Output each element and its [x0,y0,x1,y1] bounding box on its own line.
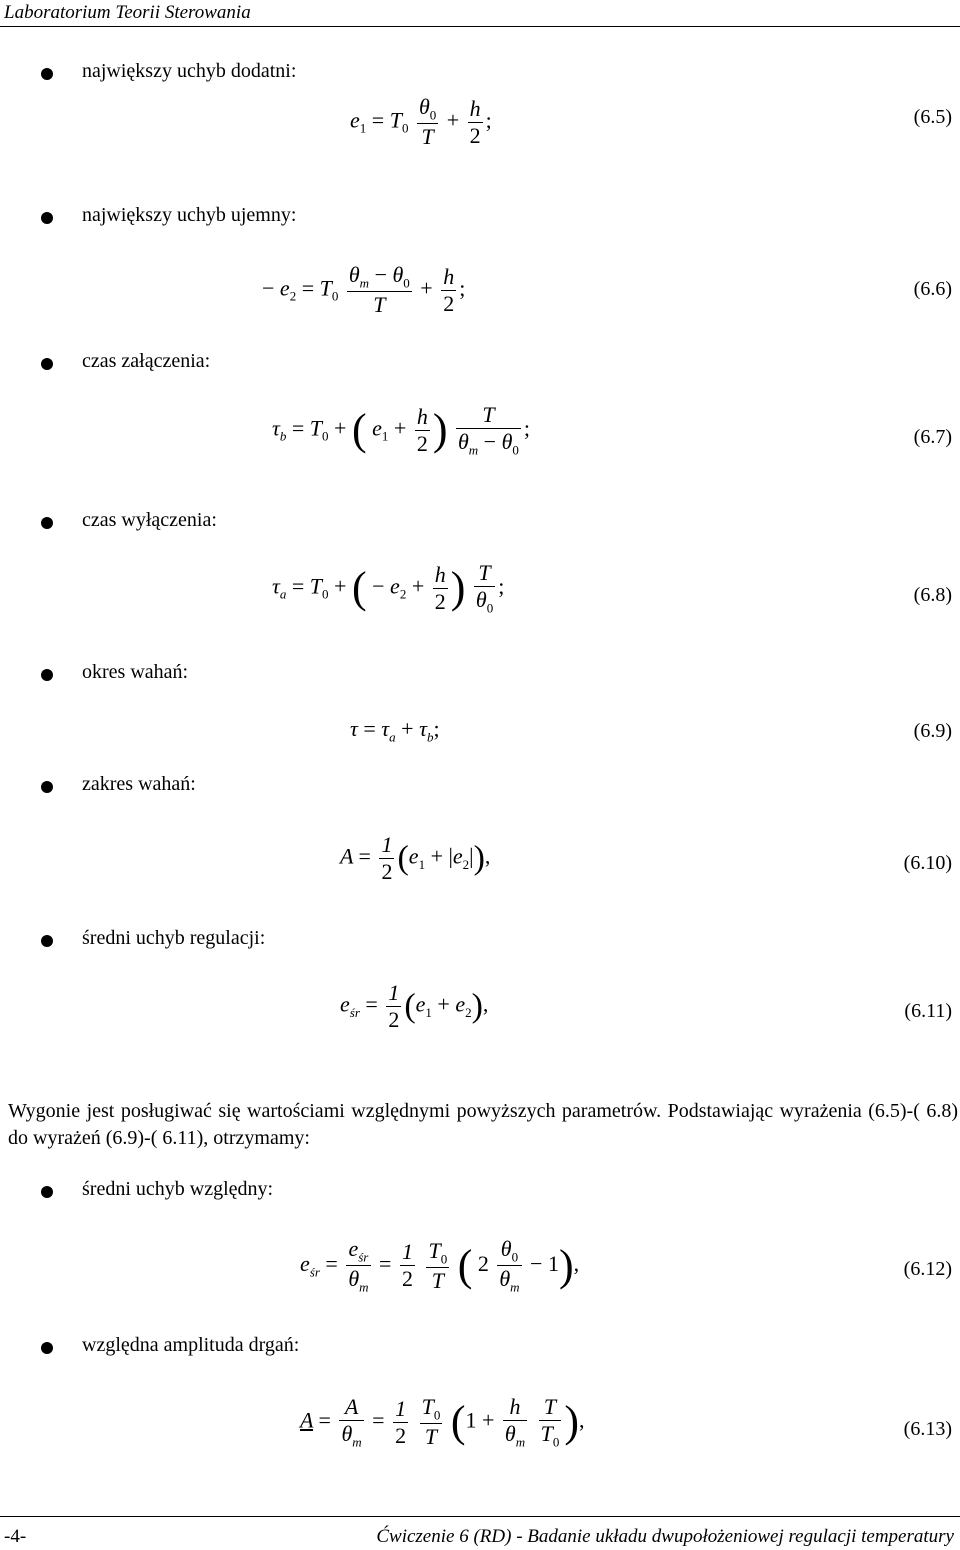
bullet-label-mean-error: średni uchyb regulacji: [82,927,266,949]
bullet-dot [41,517,53,529]
bullet-dot [41,212,53,224]
equation-number-6-10: (6.10) [903,852,952,874]
equation-number-6-7: (6.7) [913,426,952,448]
equation-6-9: $\tau = \tau_a + \tau_b$; [350,716,440,745]
bullet-label-oscillation-period: okres wahań: [82,661,189,683]
body-paragraph: Wygonie jest posługiwać się wartościami względnymi powyższych parametrów. Podstawiając wyrażenia (6.5)-( 6.8) do wyrażeń (6.9)-( 6.11), otrzymamy: [8,1100,958,1149]
equation-number-6-6: (6.6) [913,278,952,300]
bullet-label-relative-mean-error: średni uchyb względny: [82,1178,274,1200]
bullet-label-max-positive-error: największy uchyb dodatni: [82,60,297,82]
bullet-dot [41,1186,53,1198]
bullet-label-off-time: czas wyłączenia: [82,509,217,531]
bullet-dot [41,1342,53,1354]
equation-6-11: $e_{śr}$ = $\frac{1}{2}$ $(e_1 + e_2)$, [340,980,489,1032]
bullet-label-on-time: czas załączenia: [82,350,211,372]
header-rule [0,26,960,27]
equation-6-12: $e_{śr}$ = $\frac{e_{śr}}{\theta_m}$ = $\frac{1}{2}$ $\frac{T_0}{T}$ ( 2 $\frac{\theta_0}{\theta_m}$ − 1), [300,1236,580,1295]
equation-6-8: $\tau_a = T_0$ + ( − $e_2$ + $\frac{h}{2}$ ) $\frac{T}{\theta_0}$ ; [272,560,505,616]
equation-number-6-12: (6.12) [903,1258,952,1280]
equation-6-7: $\tau_b = T_0$ + ( $e_1$ + $\frac{h}{2}$ ) $\frac{T}{\theta_m - \theta_0}$ ; [272,402,531,458]
equation-number-6-8: (6.8) [913,584,952,606]
footer-rule [0,1516,960,1517]
bullet-dot [41,935,53,947]
equation-6-5: $e_1 = T_0$ $\frac{\theta_0}{T}$ + $\frac{h}{2}$ ; [350,94,492,150]
footer-title: Ćwiczenie 6 (RD) - Badanie układu dwupołożeniowej regulacji temperatury [376,1526,954,1547]
equation-number-6-9: (6.9) [913,720,952,742]
equation-6-13: A = $\frac{A}{\theta_m}$ = $\frac{1}{2}$ $\frac{T_0}{T}$ (1 + $\frac{h}{\theta_m}$ $\frac{T}{T_0}$ ), [300,1394,585,1450]
bullet-dot [41,669,53,681]
equation-number-6-13: (6.13) [903,1418,952,1440]
equation-6-10: A = $\frac{1}{2}$ $(e_1 + |e_2|)$, [340,832,491,884]
bullet-dot [41,358,53,370]
bullet-label-relative-amplitude: względna amplituda drgań: [82,1334,300,1356]
bullet-dot [41,68,53,80]
equation-6-6: − $e_2 = T_0$ $\frac{\theta_m - \theta_0}{T}$ + $\frac{h}{2}$ ; [262,262,466,318]
bullet-label-max-negative-error: największy uchyb ujemny: [82,204,297,226]
equation-number-6-5: (6.5) [913,106,952,128]
bullet-dot [41,781,53,793]
equation-number-6-11: (6.11) [904,1000,952,1022]
running-header: Laboratorium Teorii Sterowania [4,2,251,23]
bullet-label-oscillation-range: zakres wahań: [82,773,196,795]
page-number: -4- [4,1526,27,1547]
